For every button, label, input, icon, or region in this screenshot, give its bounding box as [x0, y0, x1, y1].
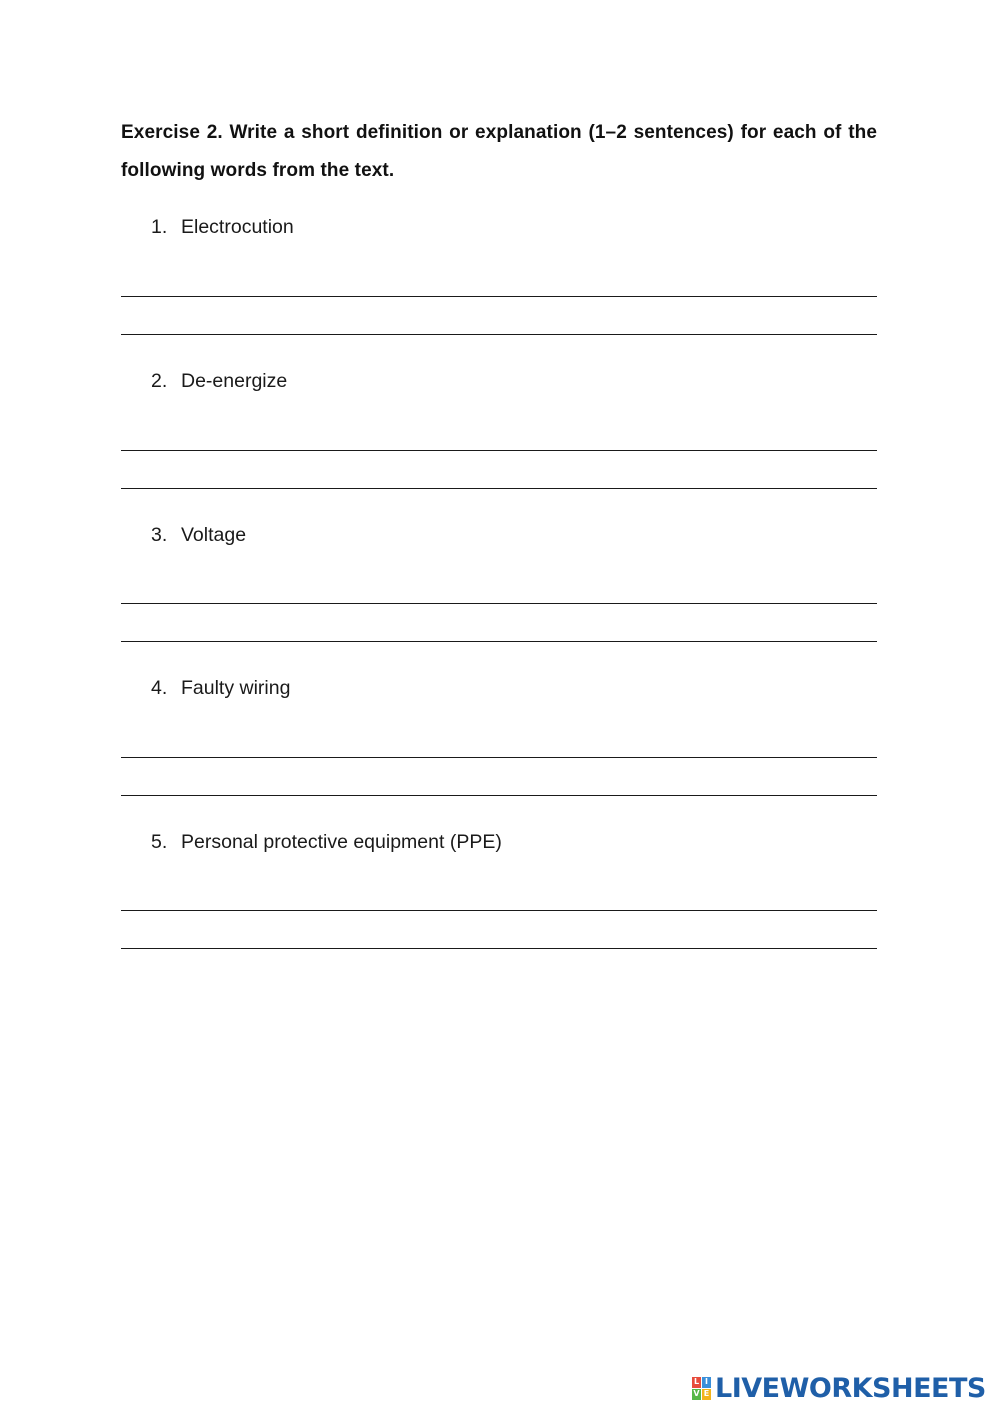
- item-number: 3.: [151, 524, 168, 546]
- logo-letter-i: I: [702, 1377, 711, 1388]
- exercise-instructions: Exercise 2. Write a short definition or explanation (1–2 sentences) for each of the following words from the text.: [121, 122, 877, 181]
- answer-line-5b[interactable]: [121, 948, 877, 949]
- logo-letter-e: E: [703, 1389, 710, 1398]
- answer-line-1b[interactable]: [121, 334, 877, 335]
- item-term: Electrocution: [181, 216, 294, 238]
- item-5-label: [151, 831, 502, 854]
- answer-line-1a[interactable]: [121, 296, 877, 297]
- item-term: Voltage: [181, 524, 247, 546]
- item-number: 4.: [151, 677, 168, 699]
- liveworksheets-watermark: [692, 1372, 986, 1404]
- item-3-label: [151, 524, 246, 547]
- item-term: Personal protective equipment (PPE): [181, 831, 502, 853]
- item-1-label: [151, 216, 294, 239]
- answer-line-2b[interactable]: [121, 488, 877, 489]
- answer-line-2a[interactable]: [121, 450, 877, 451]
- answer-line-4b[interactable]: [121, 795, 877, 796]
- answer-line-5a[interactable]: [121, 910, 877, 911]
- item-term: Faulty wiring: [181, 677, 291, 699]
- answer-line-3a[interactable]: [121, 603, 877, 604]
- logo-letter-l: L: [693, 1377, 700, 1386]
- item-number: 5.: [151, 831, 168, 853]
- item-number: 2.: [151, 370, 168, 392]
- logo-letter-v: V: [693, 1389, 700, 1398]
- answer-line-4a[interactable]: [121, 757, 877, 758]
- item-4-label: [151, 677, 290, 700]
- liveworksheets-logo-icon: [692, 1377, 711, 1400]
- item-2-label: [151, 370, 287, 393]
- item-term: De-energize: [181, 370, 288, 392]
- brand-name: LIVEWORKSHEETS: [715, 1372, 986, 1404]
- item-number: 1.: [151, 216, 168, 238]
- answer-line-3b[interactable]: [121, 641, 877, 642]
